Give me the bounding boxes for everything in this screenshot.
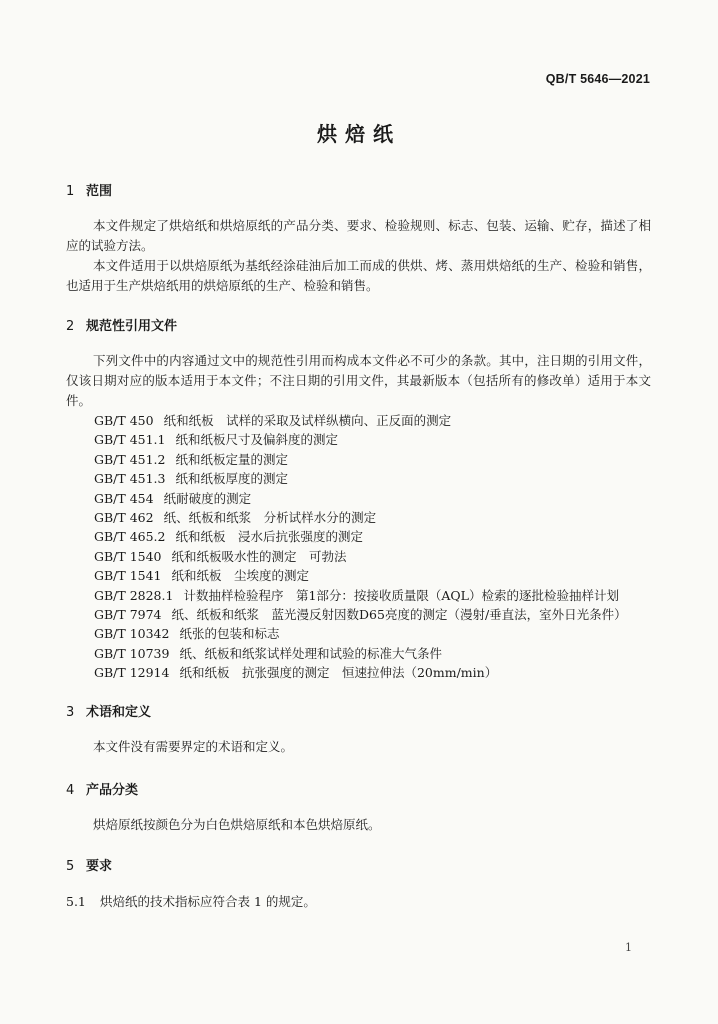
section-5-heading <box>66 855 112 874</box>
section-title: 规范性引用文件 <box>86 319 178 334</box>
reference-code: GB/T 1540 <box>94 548 162 564</box>
page-number: 1 <box>625 941 632 954</box>
reference-list <box>94 411 664 683</box>
section-title: 要求 <box>86 859 113 874</box>
reference-code: GB/T 451.3 <box>94 471 166 487</box>
reference-title: 纸耐破度的测定 <box>163 490 252 506</box>
reference-code: GB/T 465.2 <box>94 529 166 545</box>
reference-item <box>94 430 664 449</box>
section-title: 术语和定义 <box>86 705 152 720</box>
section-1-paragraph-2: 本文件适用于以烘焙原纸为基纸经涂硅油后加工而成的供烘、烤、蒸用烘焙纸的生产、检验和销售，也适用于生产烘焙纸用的烘焙原纸的生产、检验和销售。 <box>66 258 651 293</box>
reference-title: 计数抽样检验程序 第1部分：按接收质量限（AQL）检索的逐批检验抽样计划 <box>183 587 619 603</box>
section-number: 5 <box>66 859 75 874</box>
reference-item <box>94 547 664 566</box>
section-1-paragraph-1: 本文件规定了烘焙纸和烘焙原纸的产品分类、要求、检验规则、标志、包装、运输、贮存，描述了相应的试验方法。 <box>66 218 651 253</box>
reference-code: GB/T 2828.1 <box>94 587 174 603</box>
section-3-paragraph-1: 本文件没有需要界定的术语和定义。 <box>93 739 294 754</box>
clause-text: 烘焙纸的技术指标应符合表 1 的规定。 <box>100 894 316 909</box>
reference-code: GB/T 451.2 <box>94 451 166 467</box>
reference-item <box>94 663 664 682</box>
section-1-heading <box>66 180 112 199</box>
reference-item <box>94 624 664 643</box>
reference-code: GB/T 451.1 <box>94 432 166 448</box>
reference-title: 纸、纸板和纸浆试样处理和试验的标准大气条件 <box>179 645 442 661</box>
reference-item <box>94 411 664 430</box>
section-number: 3 <box>66 705 75 720</box>
reference-item <box>94 489 664 508</box>
reference-title: 纸和纸板 尘埃度的测定 <box>171 568 310 584</box>
reference-title: 纸张的包装和标志 <box>179 626 280 642</box>
reference-title: 纸和纸板吸水性的测定 可勃法 <box>171 548 347 564</box>
reference-item <box>94 566 664 585</box>
reference-code: GB/T 7974 <box>94 607 162 623</box>
clause-number: 5.1 <box>66 894 86 909</box>
section-title: 范围 <box>86 184 113 199</box>
document-title: 烘焙纸 <box>317 122 401 146</box>
reference-title: 纸和纸板定量的测定 <box>175 451 288 467</box>
clause-5-1 <box>66 892 316 910</box>
reference-title: 纸、纸板和纸浆 蓝光漫反射因数D65亮度的测定（漫射/垂直法，室外日光条件） <box>171 607 627 623</box>
section-2-paragraph-1: 下列文件中的内容通过文中的规范性引用而构成本文件必不可少的条款。其中，注日期的引用文件，仅该日期对应的版本适用于本文件；不注日期的引用文件，其最新版本（包括所有的修改单）适用于本文件。 <box>66 353 651 408</box>
section-number: 4 <box>66 783 75 798</box>
reference-title: 纸和纸板 浸水后抗张强度的测定 <box>175 529 363 545</box>
section-title: 产品分类 <box>86 783 139 798</box>
reference-item <box>94 527 664 546</box>
reference-item <box>94 605 664 624</box>
reference-title: 纸、纸板和纸浆 分析试样水分的测定 <box>163 510 377 526</box>
reference-code: GB/T 1541 <box>94 568 162 584</box>
reference-title: 纸和纸板尺寸及偏斜度的测定 <box>175 432 338 448</box>
reference-title: 纸和纸板厚度的测定 <box>175 471 288 487</box>
reference-code: GB/T 450 <box>94 413 154 428</box>
reference-code: GB/T 10739 <box>94 645 170 661</box>
reference-title: 纸和纸板 试样的采取及试样纵横向、正反面的测定 <box>163 413 452 428</box>
reference-code: GB/T 12914 <box>94 665 170 681</box>
standard-code: QB/T 5646—2021 <box>545 72 650 86</box>
reference-item <box>94 450 664 469</box>
reference-item <box>94 644 664 663</box>
reference-item <box>94 469 664 488</box>
section-number: 1 <box>66 184 75 199</box>
reference-code: GB/T 462 <box>94 510 154 526</box>
reference-title: 纸和纸板 抗张强度的测定 恒速拉伸法（20mm/min） <box>179 665 498 681</box>
reference-code: GB/T 454 <box>94 490 154 506</box>
section-4-paragraph-1: 烘焙原纸按颜色分为白色烘焙原纸和本色烘焙原纸。 <box>93 817 381 832</box>
reference-item <box>94 586 664 605</box>
reference-item <box>94 508 664 527</box>
section-number: 2 <box>66 319 75 334</box>
section-4-heading <box>66 779 138 798</box>
section-3-heading <box>66 701 151 720</box>
section-2-heading <box>66 315 177 334</box>
reference-code: GB/T 10342 <box>94 626 170 642</box>
